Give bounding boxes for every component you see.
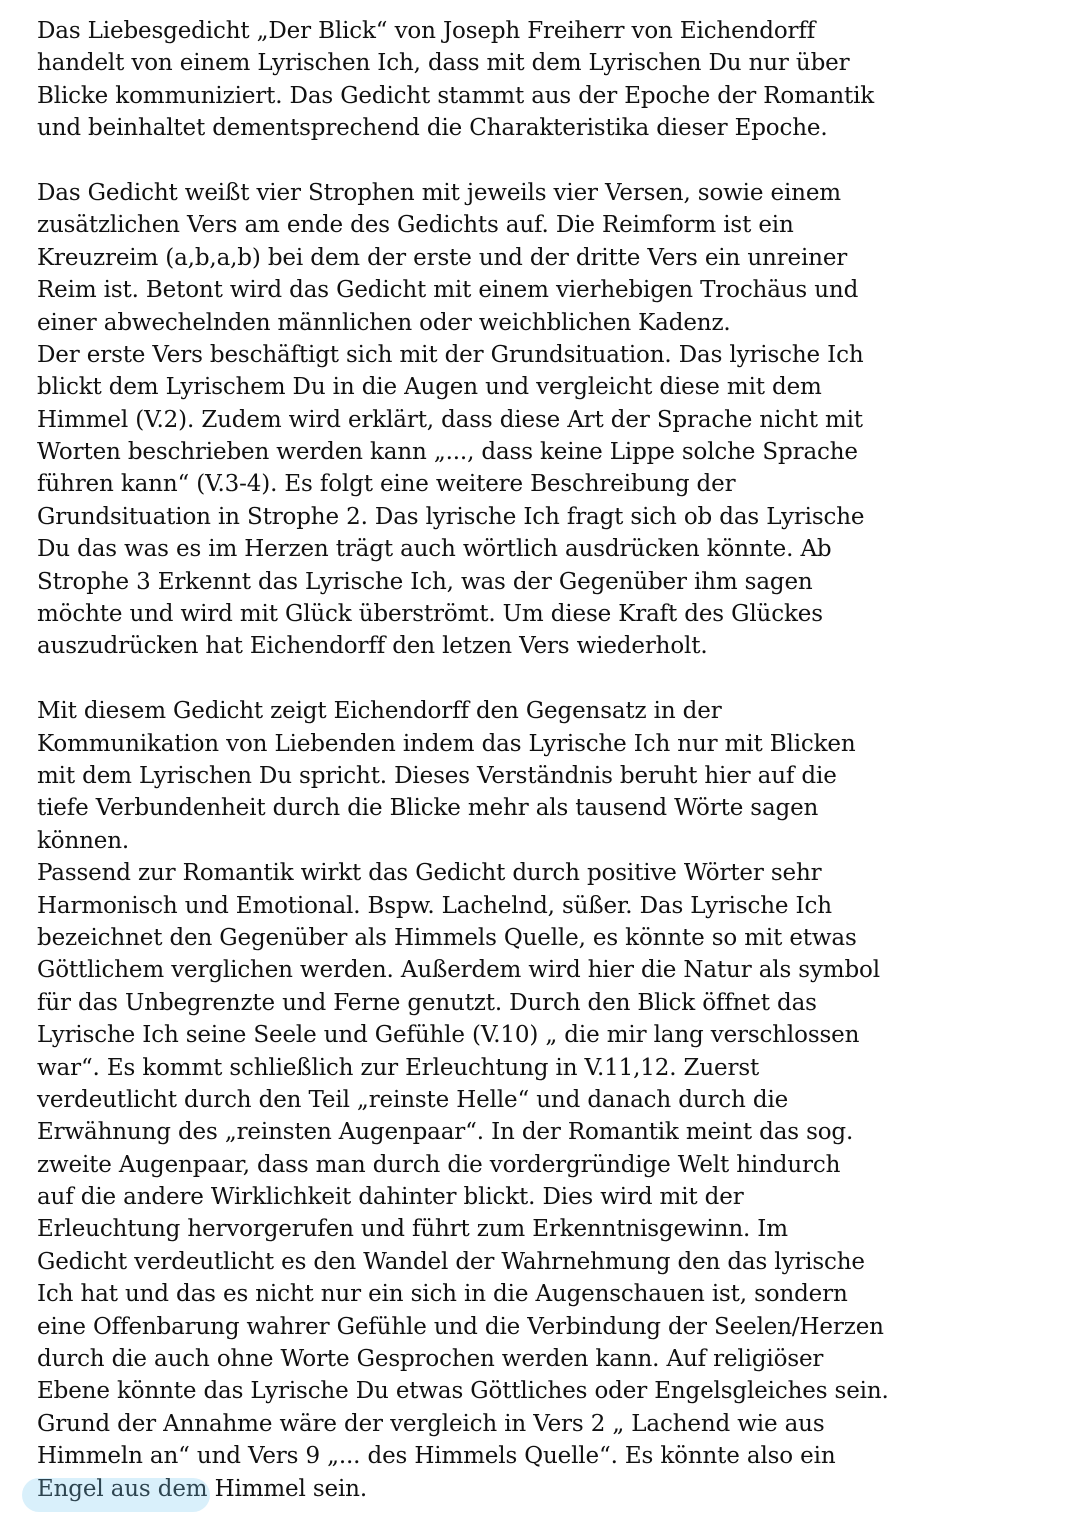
text-line: und beinhaltet dementsprechend die Charakteristika dieser Epoche. <box>37 115 828 142</box>
text-line: tiefe Verbundenheit durch die Blicke mehr als tausend Wörte sagen <box>37 795 819 822</box>
text-line: zusätzlichen Vers am ende des Gedichts auf. Die Reimform ist ein <box>37 212 794 239</box>
text-line: Das Gedicht weißt vier Strophen mit jeweils vier Versen, sowie einem <box>37 179 841 206</box>
text-line: Harmonisch und Emotional. Bspw. Lachelnd, süßer. Das Lyrische Ich <box>37 892 832 919</box>
text-line: Gedicht verdeutlicht es den Wandel der Wahrnehmung den das lyrische <box>37 1248 865 1275</box>
text-line: Himmeln an“ und Vers 9 „... des Himmels Quelle“. Es könnte also ein <box>37 1443 836 1470</box>
text-line: Passend zur Romantik wirkt das Gedicht durch positive Wörter sehr <box>37 860 822 887</box>
text-line: auf die andere Wirklichkeit dahinter blickt. Dies wird mit der <box>37 1184 744 1211</box>
text-line: Lyrische Ich seine Seele und Gefühle (V.10) „ die mir lang verschlossen <box>37 1022 860 1049</box>
text-line: Reim ist. Betont wird das Gedicht mit einem vierhebigen Trochäus und <box>37 277 859 304</box>
text-line: Erleuchtung hervorgerufen und führt zum Erkenntnisgewinn. Im <box>37 1216 788 1243</box>
text-line: Erwähnung des „reinsten Augenpaar“. In der Romantik meint das sog. <box>37 1119 854 1146</box>
text-line: durch die auch ohne Worte Gesprochen werden kann. Auf religiöser <box>37 1346 824 1373</box>
text-line: Mit diesem Gedicht zeigt Eichendorff den Gegensatz in der <box>37 698 722 725</box>
paragraph-interpretation <box>37 695 1027 1505</box>
text-line: Kommunikation von Liebenden indem das Lyrische Ich nur mit Blicken <box>37 730 856 757</box>
text-line: möchte und wird mit Glück überströmt. Um diese Kraft des Glückes <box>37 601 823 628</box>
text-line: Strophe 3 Erkennt das Lyrische Ich, was der Gegenüber ihm sagen <box>37 568 813 595</box>
text-line: zweite Augenpaar, dass man durch die vordergründige Welt hindurch <box>37 1151 841 1178</box>
text-line: Das Liebesgedicht „Der Blick“ von Joseph Freiherr von Eichendorff <box>37 18 816 44</box>
text-line: bezeichnet den Gegenüber als Himmels Quelle, es könnte so mit etwas <box>37 924 857 951</box>
text-line: für das Unbegrenzte und Ferne genutzt. Durch den Blick öffnet das <box>37 989 817 1016</box>
text-line: Du das was es im Herzen trägt auch wörtlich ausdrücken könnte. Ab <box>37 536 832 563</box>
text-line: Kreuzreim (a,b,a,b) bei dem der erste und der dritte Vers ein unreiner <box>37 244 848 271</box>
document-page <box>37 15 1027 1505</box>
text-line: blickt dem Lyrischem Du in die Augen und vergleicht diese mit dem <box>37 374 822 401</box>
paragraph-gap <box>37 663 1027 695</box>
text-line: handelt von einem Lyrischen Ich, dass mit dem Lyrischen Du nur über <box>37 50 850 77</box>
text-line: Blicke kommuniziert. Das Gedicht stammt aus der Epoche der Romantik <box>37 82 875 109</box>
text-line: Engel aus dem Himmel sein. <box>37 1475 368 1502</box>
text-line: verdeutlicht durch den Teil „reinste Helle“ und danach durch die <box>37 1086 789 1113</box>
text-line: Himmel (V.2). Zudem wird erklärt, dass diese Art der Sprache nicht mit <box>37 406 863 433</box>
text-line: mit dem Lyrischen Du spricht. Dieses Verständnis beruht hier auf die <box>37 762 837 789</box>
text-line: Ich hat und das es nicht nur ein sich in die Augenschauen ist, sondern <box>37 1281 848 1308</box>
text-line: Ebene könnte das Lyrische Du etwas Göttliches oder Engelsgleiches sein. <box>37 1378 889 1405</box>
paragraph-gap <box>37 145 1027 177</box>
text-line: Grundsituation in Strophe 2. Das lyrische Ich fragt sich ob das Lyrische <box>37 503 865 530</box>
text-line: einer abwechelnden männlichen oder weichblichen Kadenz. <box>37 309 731 336</box>
text-line: können. <box>37 827 130 854</box>
text-line: Der erste Vers beschäftigt sich mit der Grundsituation. Das lyrische Ich <box>37 341 864 368</box>
text-line: Worten beschrieben werden kann „..., dass keine Lippe solche Sprache <box>37 439 858 466</box>
text-line: Göttlichem verglichen werden. Außerdem wird hier die Natur als symbol <box>37 957 880 984</box>
text-line: war“. Es kommt schließlich zur Erleuchtung in V.11,12. Zuerst <box>37 1054 760 1081</box>
text-line: führen kann“ (V.3-4). Es folgt eine weitere Beschreibung der <box>37 471 736 498</box>
text-line: auszudrücken hat Eichendorff den letzen Vers wiederholt. <box>37 633 708 660</box>
paragraph-analysis-form <box>37 177 1027 663</box>
watermark-badge <box>22 1478 210 1512</box>
text-line: Grund der Annahme wäre der vergleich in Vers 2 „ Lachend wie aus <box>37 1410 825 1437</box>
paragraph-introduction <box>37 15 1027 145</box>
text-line: eine Offenbarung wahrer Gefühle und die Verbindung der Seelen/Herzen <box>37 1313 884 1340</box>
